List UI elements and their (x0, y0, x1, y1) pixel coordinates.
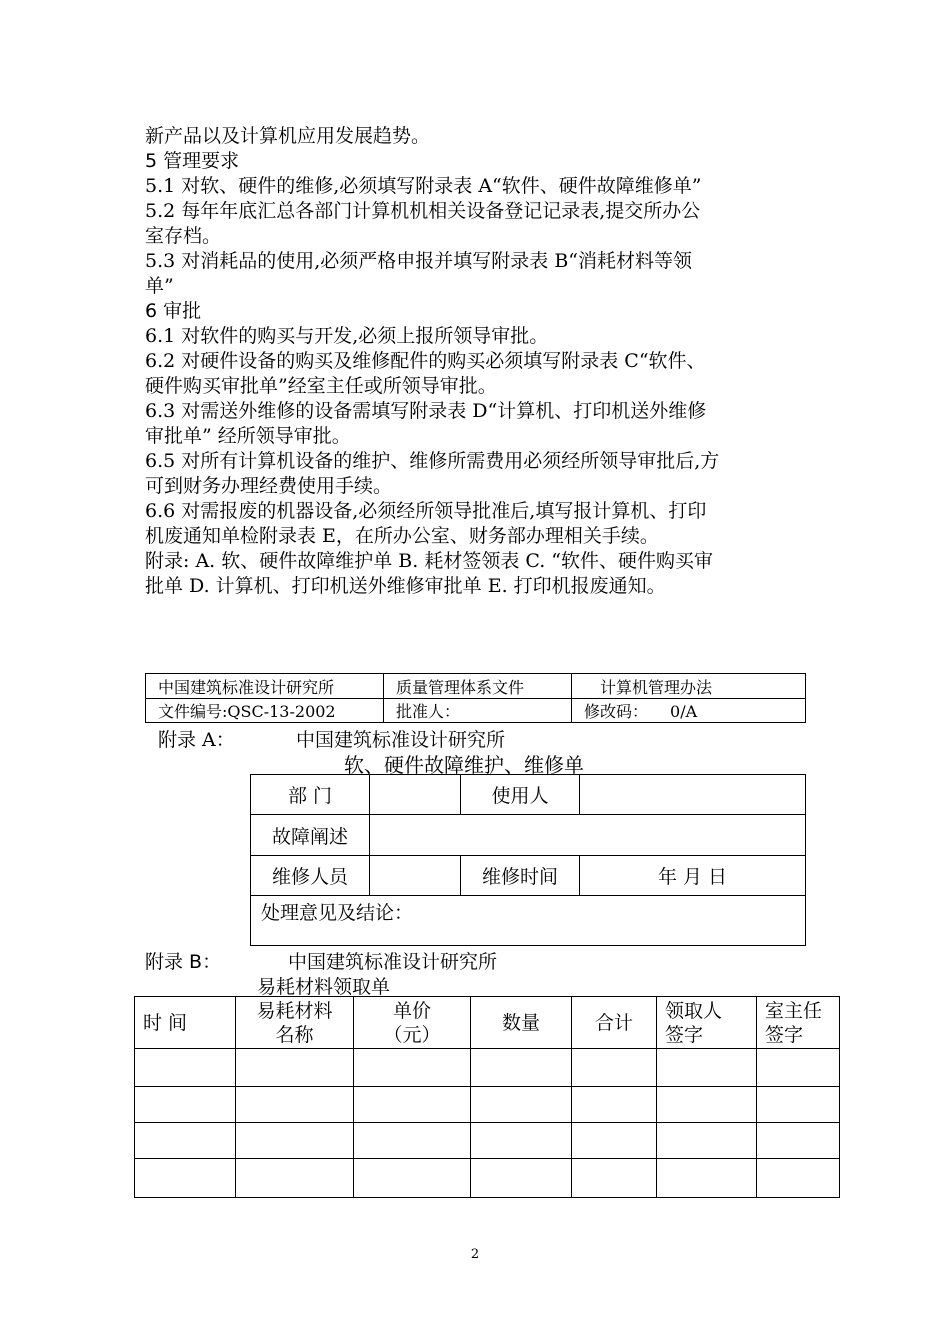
appendix-a-org: 中国建筑标准设计研究所 (296, 729, 506, 751)
appendix-a-title: 软、硬件故障维护、维修单 (344, 753, 584, 777)
repairer-value[interactable] (370, 856, 461, 896)
cell[interactable] (354, 1123, 471, 1159)
approver-cell: 批准人： (384, 699, 572, 723)
cell[interactable] (354, 1049, 471, 1087)
cell[interactable] (354, 1087, 471, 1123)
opinion-cell[interactable]: 处理意见及结论： (251, 896, 806, 946)
fault-value[interactable] (370, 815, 806, 856)
text-line: 附录: A. 软、硬件故障维护单 B. 耗材签领表 C. “软件、硬件购买审 (145, 550, 714, 572)
text-line: 批单 D. 计算机、打印机送外维修审批单 E. 打印机报废通知。 (145, 575, 666, 597)
cell[interactable] (657, 1087, 757, 1123)
col-qty: 数量 (471, 997, 572, 1049)
cell[interactable] (572, 1049, 657, 1087)
revision-value: 0/A (670, 702, 698, 721)
cell[interactable] (135, 1159, 236, 1198)
cell[interactable] (354, 1159, 471, 1198)
text-line: 6.3 对需送外维修的设备需填写附录表 D“计算机、打印机送外维修 (145, 400, 707, 422)
consumables-table (134, 996, 840, 1198)
text-line: 机废通知单检附录表 E，在所办公室、财务部办理相关手续。 (145, 525, 659, 547)
appendix-b-org: 中国建筑标准设计研究所 (288, 951, 498, 973)
text-line: 6.2 对硬件设备的购买及维修配件的购买必须填写附录表 C“软件、 (145, 350, 706, 372)
appendix-a-label: 附录 A： (158, 729, 235, 751)
text-line: 6.5 对所有计算机设备的维护、维修所需费用必须经所领导审批后,方 (145, 450, 720, 472)
repair-date[interactable]: 年 月 日 (580, 856, 806, 896)
cell[interactable] (471, 1159, 572, 1198)
col-name: 易耗材料 名称 (236, 997, 354, 1049)
cell[interactable] (572, 1159, 657, 1198)
cell[interactable] (236, 1049, 354, 1087)
cell[interactable] (657, 1049, 757, 1087)
cell[interactable] (657, 1159, 757, 1198)
page-number: 2 (470, 1247, 480, 1262)
table-row (135, 1049, 840, 1087)
fault-label: 故障阐述 (251, 815, 370, 856)
cell[interactable] (135, 1049, 236, 1087)
text-line: 室存档。 (145, 225, 222, 247)
appendix-b-title: 易耗材料领取单 (257, 976, 391, 998)
text-line: 审批单” 经所领导审批。 (145, 425, 351, 447)
table-row (135, 1087, 840, 1123)
dept-value[interactable] (370, 775, 461, 815)
text-line: 5.2 每年年底汇总各部门计算机机相关设备登记记录表,提交所办公 (145, 200, 701, 222)
cell[interactable] (471, 1049, 572, 1087)
table-row (135, 1159, 840, 1198)
cell[interactable] (657, 1123, 757, 1159)
cell[interactable] (471, 1087, 572, 1123)
cell[interactable] (135, 1087, 236, 1123)
text-line: 单” (145, 275, 174, 297)
col-time: 时 间 (135, 997, 236, 1049)
text-line: 6.6 对需报废的机器设备,必须经所领导批准后,填写报计算机、打印 (145, 500, 707, 522)
cell[interactable] (757, 1123, 840, 1159)
table-row (135, 1123, 840, 1159)
cell[interactable] (236, 1087, 354, 1123)
revision-label: 修改码： (584, 702, 649, 721)
cell[interactable] (236, 1123, 354, 1159)
cell[interactable] (572, 1123, 657, 1159)
text-line: 5.1 对软、硬件的维修,必须填写附录表 A“软件、硬件故障维修单” (145, 175, 702, 197)
text-line: 可到财务办理经费使用手续。 (145, 475, 393, 497)
user-label: 使用人 (461, 775, 580, 815)
org-cell: 中国建筑标准设计研究所 (146, 674, 384, 699)
cell[interactable] (757, 1087, 840, 1123)
repair-time-label: 维修时间 (461, 856, 580, 896)
col-price: 单价 （元） (354, 997, 471, 1049)
section-heading: 6 审批 (145, 300, 202, 322)
cell[interactable] (757, 1049, 840, 1087)
col-receiver: 领取人 签字 (657, 997, 757, 1049)
cell[interactable] (471, 1123, 572, 1159)
body-text (145, 124, 810, 599)
text-line: 硬件购买审批单”经室主任或所领导审批。 (145, 375, 497, 397)
table-header-row (135, 997, 840, 1049)
repair-form-table (250, 774, 806, 946)
col-total: 合计 (572, 997, 657, 1049)
revision-cell (572, 699, 806, 723)
document-header-table (145, 673, 806, 723)
text-line: 6.1 对软件的购买与开发,必须上报所领导审批。 (145, 325, 549, 347)
dept-label: 部 门 (251, 775, 370, 815)
repairer-label: 维修人员 (251, 856, 370, 896)
cell[interactable] (236, 1159, 354, 1198)
doc-type-cell: 质量管理体系文件 (384, 674, 572, 699)
cell[interactable] (757, 1159, 840, 1198)
cell[interactable] (135, 1123, 236, 1159)
doc-number-cell: 文件编号:QSC-13-2002 (146, 699, 384, 723)
text-line: 新产品以及计算机应用发展趋势。 (145, 125, 431, 147)
section-heading: 5 管理要求 (145, 150, 240, 172)
cell[interactable] (572, 1087, 657, 1123)
doc-title-cell: 计算机管理办法 (572, 674, 806, 699)
text-line: 5.3 对消耗品的使用,必须严格申报并填写附录表 B“消耗材料等领 (145, 250, 693, 272)
appendix-b-label: 附录 B： (145, 951, 222, 973)
col-head: 室主任 签字 (757, 997, 840, 1049)
user-value[interactable] (580, 775, 806, 815)
